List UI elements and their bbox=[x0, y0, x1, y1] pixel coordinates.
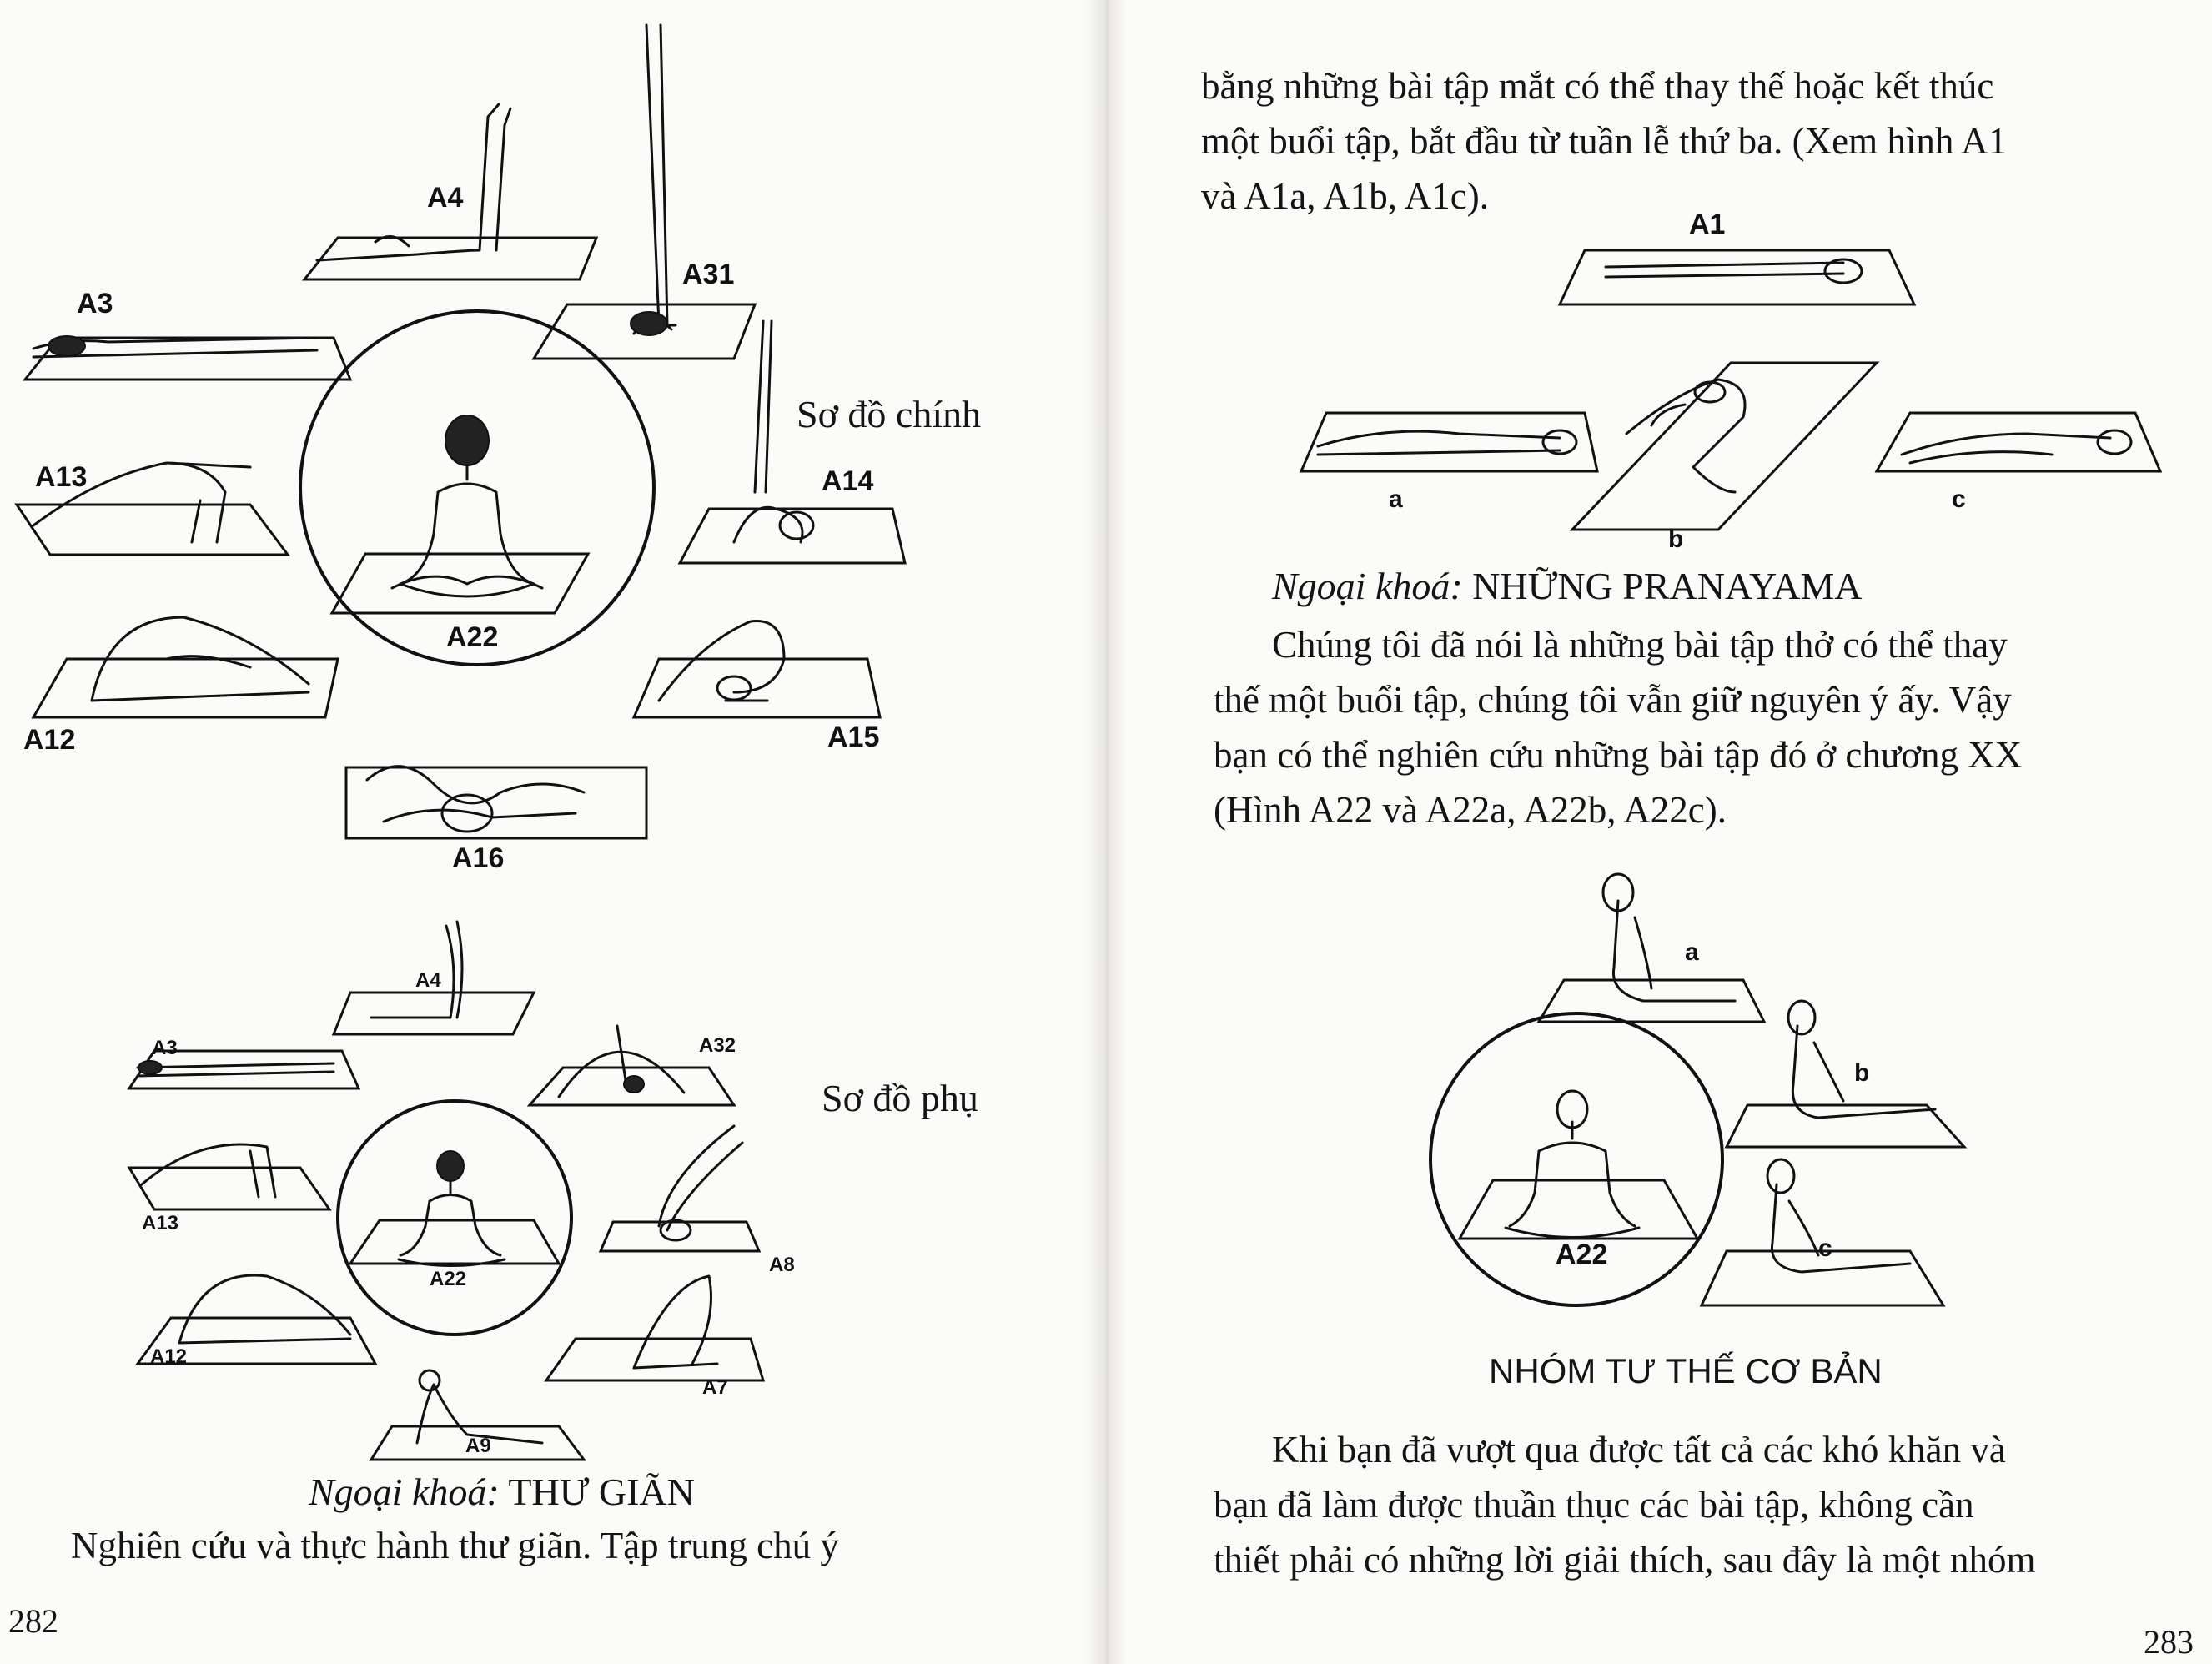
right-page bbox=[1109, 0, 2212, 1664]
aux-label-a3: A3 bbox=[152, 1037, 178, 1059]
aux-diagram-illustration bbox=[0, 901, 1084, 1485]
aux-diagram-title: Sơ đồ phụ bbox=[822, 1077, 978, 1119]
pranayama-paragraph bbox=[1214, 617, 2198, 837]
figure-a1-sub-b: b bbox=[1668, 525, 1684, 553]
para2-line: Chúng tôi đã nói là những bài tập thở có thể thay bbox=[1272, 624, 2008, 666]
pose-label-a31: A31 bbox=[682, 259, 735, 290]
pose-label-a12: A12 bbox=[23, 724, 76, 756]
aux-label-a7: A7 bbox=[702, 1376, 728, 1399]
figure-a1-sub-c: c bbox=[1952, 485, 1966, 513]
pose-label-a3: A3 bbox=[77, 288, 113, 319]
caption-prefix: Ngoại khoá: bbox=[309, 1470, 500, 1513]
intro-line: một buổi tập, bắt đầu từ tuần lễ thứ ba. (Xem hình A1 bbox=[1201, 120, 2008, 162]
aux-label-a8: A8 bbox=[769, 1254, 795, 1276]
para3-line: thiết phải có những lời giải thích, sau đây là một nhóm bbox=[1214, 1539, 2036, 1581]
center-label-a22: A22 bbox=[446, 621, 499, 653]
figure-a1-sub-a: a bbox=[1389, 485, 1403, 513]
figure-a1-label: A1 bbox=[1689, 209, 1726, 240]
intro-line: và A1a, A1b, A1c). bbox=[1201, 175, 1489, 217]
pose-label-a15: A15 bbox=[827, 721, 880, 753]
section-pranayama bbox=[1272, 564, 1862, 608]
aux-label-a4: A4 bbox=[415, 969, 441, 992]
pose-label-a14: A14 bbox=[822, 465, 874, 497]
page-number-right: 283 bbox=[2144, 1623, 2194, 1661]
figure-a22-sub-c: c bbox=[1818, 1234, 1832, 1262]
caption-relaxation bbox=[309, 1470, 695, 1514]
main-diagram-title: Sơ đồ chính bbox=[797, 393, 982, 435]
left-body-line: Nghiên cứu và thực hành thư giãn. Tập trung chú ý bbox=[71, 1525, 839, 1566]
figure-a22-illustration bbox=[1109, 867, 2210, 1335]
aux-label-a9: A9 bbox=[465, 1435, 491, 1457]
figure-a22-sub-b: b bbox=[1854, 1059, 1870, 1087]
main-diagram-illustration bbox=[0, 0, 1084, 884]
pose-label-a16: A16 bbox=[452, 842, 505, 874]
pose-label-a13: A13 bbox=[35, 461, 88, 493]
aux-center-label-a22: A22 bbox=[430, 1268, 467, 1290]
para2-line: thế một buổi tập, chúng tôi vẫn giữ nguyên ý ấy. Vậy bbox=[1214, 679, 2012, 721]
section-title: NHỮNG PRANAYAMA bbox=[1472, 565, 1863, 607]
para3-line: bạn đã làm được thuần thục các bài tập, không cần bbox=[1214, 1484, 1974, 1526]
section-prefix: Ngoại khoá: bbox=[1272, 565, 1463, 607]
aux-label-a32: A32 bbox=[699, 1034, 736, 1057]
group-heading: NHÓM TƯ THẾ CƠ BẢN bbox=[1489, 1351, 1883, 1390]
para2-line: (Hình A22 và A22a, A22b, A22c). bbox=[1214, 789, 1727, 831]
aux-label-a12: A12 bbox=[150, 1345, 188, 1368]
left-page bbox=[0, 0, 1101, 1664]
page-number-left: 282 bbox=[8, 1602, 58, 1640]
figure-a1-illustration bbox=[1109, 183, 2210, 534]
figure-a22-sub-a: a bbox=[1685, 938, 1699, 966]
para2-line: bạn có thể nghiên cứu những bài tập đó ở chương XX bbox=[1214, 734, 2023, 776]
intro-line: bằng những bài tập mắt có thể thay thế hoặc kết thúc bbox=[1201, 65, 1994, 107]
figure-a22-label: A22 bbox=[1556, 1239, 1608, 1270]
aux-label-a13: A13 bbox=[142, 1212, 179, 1234]
pose-label-a4: A4 bbox=[427, 182, 464, 214]
basic-postures-paragraph bbox=[1214, 1422, 2198, 1587]
caption-title: THƯ GIÃN bbox=[508, 1470, 695, 1513]
para3-line: Khi bạn đã vượt qua được tất cả các khó khăn và bbox=[1272, 1429, 2006, 1470]
